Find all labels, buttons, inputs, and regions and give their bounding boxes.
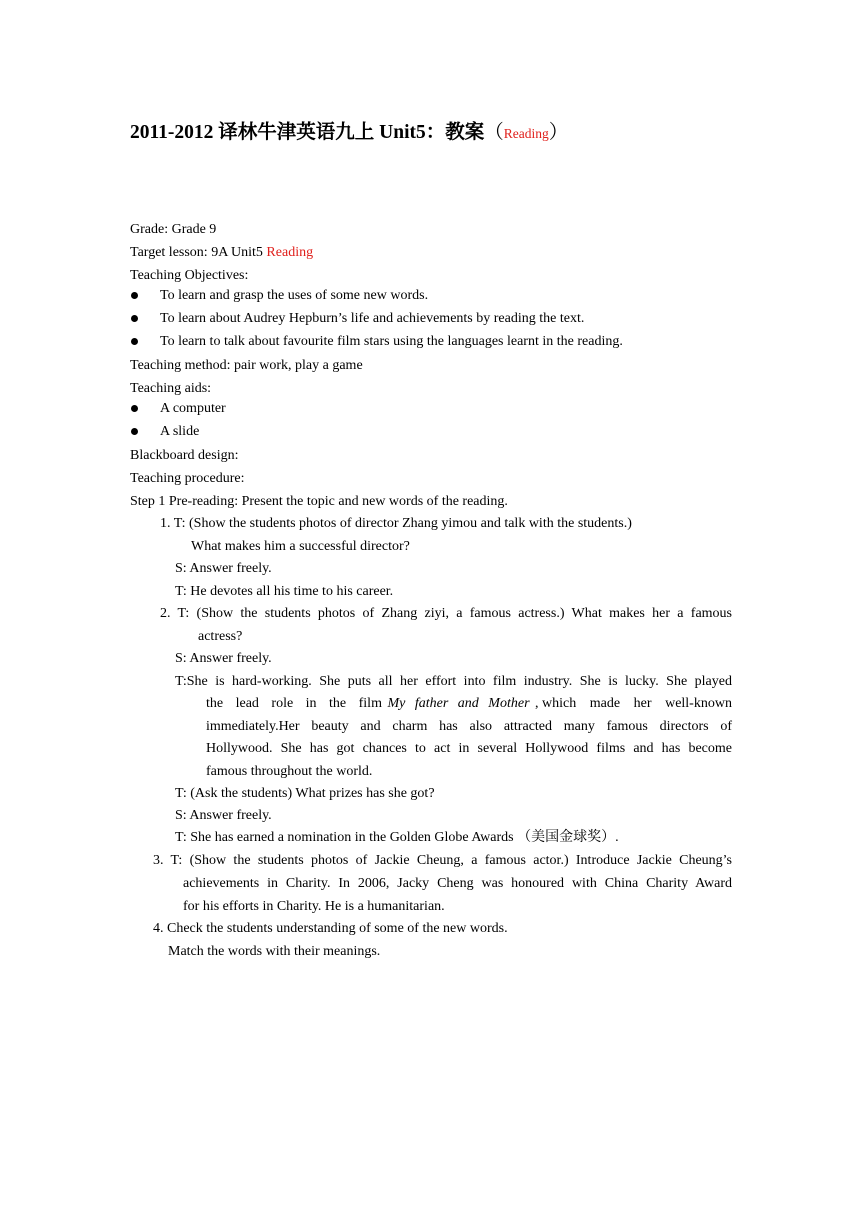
item1-student: S: Answer freely. [175,561,272,576]
item2-teacher-line2 [206,695,732,713]
title-main: 2011-2012 译林牛津英语九上 Unit5：教案 [130,122,485,143]
aid-item: A slide [160,424,200,439]
item2-ask-line: T: (Ask the students) What prizes has she got? [175,786,435,801]
objective-item: To learn and grasp the uses of some new words. [160,288,429,303]
document-title [130,116,568,144]
item1-line1: 1. T: (Show the students photos of director Zhang yimou and talk with the students.) [160,516,632,531]
target-prefix: Target lesson: 9A Unit5 [130,245,267,260]
blackboard-design-line: Blackboard design: [130,448,239,463]
target-lesson-line [130,244,313,262]
target-reading: Reading [266,245,314,260]
objective-item: To learn to talk about favourite film stars using the languages learnt in the reading. [160,334,623,349]
item2-teacher2: T: She has earned a nomination in the Golden Globe Awards （美国金球奖）. [175,830,619,845]
item2-teacher-line3: immediately.Her beauty and charm has also attracted many famous directors of [206,719,732,734]
item2-teacher-line5: famous throughout the world. [206,764,373,779]
item4-line1: 4. Check the students understanding of some of the new words. [153,921,508,936]
objectives-heading: Teaching Objectives: [130,268,249,283]
bullet-dot [131,428,138,435]
bullet-dot [131,338,138,345]
line2-part-b: , which made her well-known [535,696,732,711]
item4-line2: Match the words with their meanings. [168,944,381,959]
item2-teacher-line4: Hollywood. She has got chances to act in several Hollywood films and has become [206,741,732,756]
item2-student: S: Answer freely. [175,651,272,666]
step1-line: Step 1 Pre-reading: Present the topic and new words of the reading. [130,494,508,509]
item2-teacher-line1: T:She is hard-working. She puts all her effort into film industry. She is lucky. She played [175,674,732,689]
line2-part-a: the lead role in the film [206,696,382,711]
item2-student2: S: Answer freely. [175,808,272,823]
title-paren-open: （ [484,122,504,143]
procedure-line: Teaching procedure: [130,471,245,486]
film-title: My father and Mother [387,696,530,711]
title-paren-close: ） [548,122,569,143]
item3-line3: for his efforts in Charity. He is a humanitarian. [183,899,445,914]
objective-item: To learn about Audrey Hepburn’s life and achievements by reading the text. [160,311,585,326]
aids-heading: Teaching aids: [130,381,212,396]
item3-line1: 3. T: (Show the students photos of Jackie Cheung, a famous actor.) Introduce Jackie Cheung’s [153,853,732,868]
bullet-dot [131,315,138,322]
item2-line2: actress? [198,629,243,644]
aid-item: A computer [160,401,226,416]
grade-line: Grade: Grade 9 [130,222,217,237]
item1-teacher: T: He devotes all his time to his career. [175,584,394,599]
item1-line2: What makes him a successful director? [191,539,410,554]
bullet-dot [131,292,138,299]
title-reading: Reading [503,126,549,141]
bullet-dot [131,405,138,412]
teaching-method-line: Teaching method: pair work, play a game [130,358,363,373]
item2-line1: 2. T: (Show the students photos of Zhang ziyi, a famous actress.) What makes her a famous [160,606,732,621]
item3-line2: achievements in Charity. In 2006, Jacky Cheng was honoured with China Charity Award [183,876,732,891]
